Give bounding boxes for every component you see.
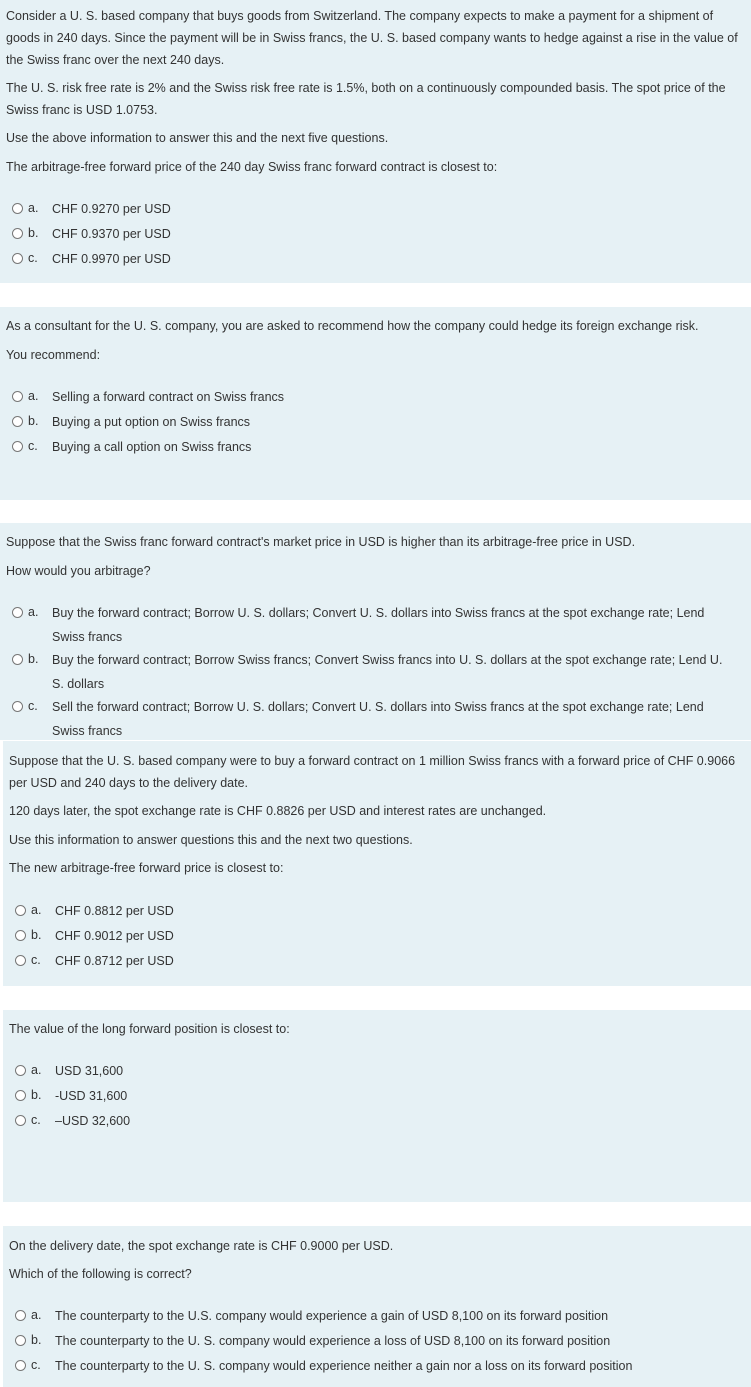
question-3-box (0, 523, 751, 740)
question-2-option-c[interactable]: c. Buying a call option on Swiss francs (8, 435, 743, 457)
question-4-box (3, 741, 751, 986)
radio-button[interactable] (15, 955, 26, 966)
question-2-subprompt: You recommend: (6, 348, 101, 362)
question-2-option-b[interactable]: b. Buying a put option on Swiss francs (8, 410, 743, 432)
question-5-box (3, 1010, 751, 1202)
question-3-option-a[interactable]: a. Buy the forward contract; Borrow U. S. dollars; Convert U. S. dollars into Swiss francs at the spot exchange rate; Lend Swiss francs (8, 601, 743, 645)
question-6-option-c[interactable]: c. The counterparty to the U. S. company would experience neither a gain nor a loss on its forward position (11, 1354, 743, 1376)
question-3-subprompt: How would you arbitrage? (6, 564, 151, 578)
question-1-option-a[interactable]: a. CHF 0.9270 per USD (8, 197, 743, 219)
radio-button[interactable] (12, 203, 23, 214)
question-3-option-b[interactable]: b. Buy the forward contract; Borrow Swiss francs; Convert Swiss francs into U. S. dollars at the spot exchange rate; Lend U. S. dollars (8, 648, 743, 692)
radio-button[interactable] (12, 607, 23, 618)
question-1-instruction: Use the above information to answer this and the next five questions. (6, 131, 389, 145)
question-1-intro: Consider a U. S. based company that buys goods from Switzerland. The company expects to make a payment for a shipment of goods in 240 days. Since the payment will be in Swiss francs, the U. S. based company wants to hedge against a rise in the value of the Swiss franc over the next 240 days. (6, 9, 738, 67)
question-1-rates: The U. S. risk free rate is 2% and the Swiss risk free rate is 1.5%, both on a continuously compounded basis. The spot price of the Swiss franc is USD 1.0753. (6, 81, 726, 117)
radio-button[interactable] (15, 1310, 26, 1321)
question-4-instruction: Use this information to answer questions this and the next two questions. (9, 833, 413, 847)
radio-button[interactable] (15, 1065, 26, 1076)
radio-button[interactable] (12, 441, 23, 452)
question-1-box (0, 0, 751, 283)
radio-button[interactable] (15, 1335, 26, 1346)
question-4-option-c[interactable]: c. CHF 0.8712 per USD (11, 949, 743, 971)
question-4-prompt: The new arbitrage-free forward price is closest to: (9, 861, 284, 875)
question-5-option-c[interactable]: c. –USD 32,600 (11, 1109, 743, 1131)
question-2-box (0, 307, 751, 500)
radio-button[interactable] (15, 930, 26, 941)
question-5-option-a[interactable]: a. USD 31,600 (11, 1059, 743, 1081)
radio-button[interactable] (15, 1115, 26, 1126)
question-3-option-c[interactable]: c. Sell the forward contract; Borrow U. S. dollars; Convert U. S. dollars into Swiss francs at the spot exchange rate; Lend Swiss francs (8, 695, 743, 739)
radio-button[interactable] (15, 1360, 26, 1371)
question-6-option-b[interactable]: b. The counterparty to the U. S. company would experience a loss of USD 8,100 on its forward position (11, 1329, 743, 1351)
radio-button[interactable] (15, 1090, 26, 1101)
question-4-option-b[interactable]: b. CHF 0.9012 per USD (11, 924, 743, 946)
question-6-option-a[interactable]: a. The counterparty to the U.S. company would experience a gain of USD 8,100 on its forward position (11, 1304, 743, 1326)
question-5-option-b[interactable]: b. -USD 31,600 (11, 1084, 743, 1106)
question-2-option-a[interactable]: a. Selling a forward contract on Swiss francs (8, 385, 743, 407)
question-1-option-c[interactable]: c. CHF 0.9970 per USD (8, 247, 743, 269)
question-1-option-b[interactable]: b. CHF 0.9370 per USD (8, 222, 743, 244)
radio-button[interactable] (12, 654, 23, 665)
radio-button[interactable] (12, 416, 23, 427)
radio-button[interactable] (12, 228, 23, 239)
question-4-option-a[interactable]: a. CHF 0.8812 per USD (11, 899, 743, 921)
question-1-prompt: The arbitrage-free forward price of the 240 day Swiss franc forward contract is closest to: (6, 160, 498, 174)
question-6-box (3, 1226, 751, 1387)
question-2-prompt: As a consultant for the U. S. company, you are asked to recommend how the company could hedge its foreign exchange risk. (6, 319, 699, 333)
question-4-update: 120 days later, the spot exchange rate is CHF 0.8826 per USD and interest rates are unchanged. (9, 804, 547, 818)
question-3-prompt: Suppose that the Swiss franc forward contract's market price in USD is higher than its arbitrage-free price in USD. (6, 535, 636, 549)
radio-button[interactable] (12, 391, 23, 402)
radio-button[interactable] (12, 253, 23, 264)
question-5-prompt: The value of the long forward position is closest to: (9, 1022, 290, 1036)
question-6-prompt: On the delivery date, the spot exchange rate is CHF 0.9000 per USD. (9, 1239, 394, 1253)
radio-button[interactable] (12, 701, 23, 712)
radio-button[interactable] (15, 905, 26, 916)
question-6-subprompt: Which of the following is correct? (9, 1267, 192, 1281)
question-4-intro: Suppose that the U. S. based company were to buy a forward contract on 1 million Swiss francs with a forward price of CHF 0.9066 per USD and 240 days to the delivery date. (9, 754, 736, 790)
